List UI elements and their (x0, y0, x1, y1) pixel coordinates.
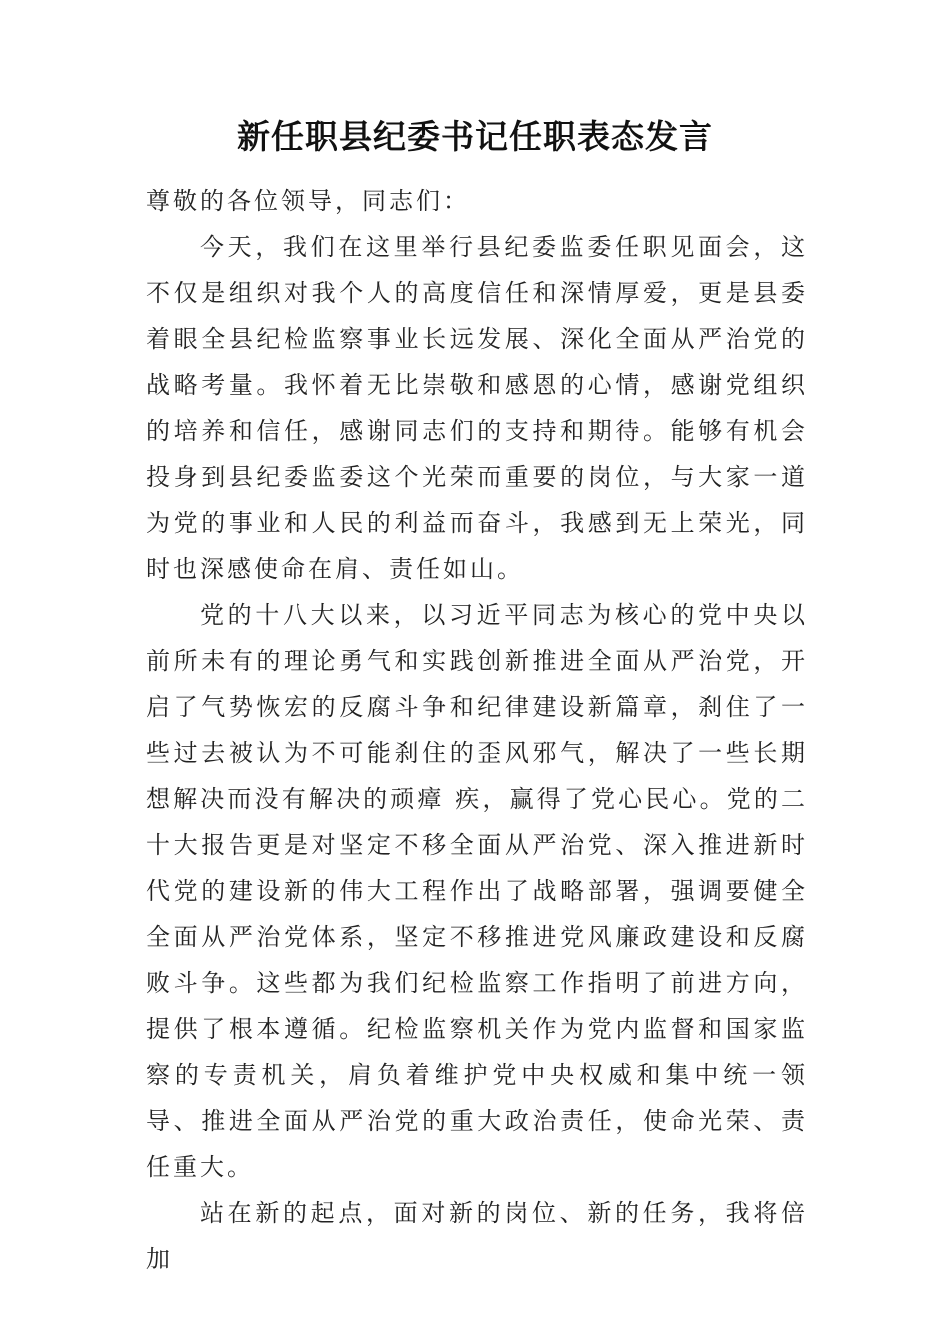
paragraph-2: 党的十八大以来，以习近平同志为核心的党中央以前所未有的理论勇气和实践创新推进全面从严治党，开启了气势恢宏的反腐斗争和纪律建设新篇章，刹住了一些过去被认为不可能刹住的歪风邪气，解决了一些长期想解决而没有解决的顽瘴 疾，赢得了党心民心。党的二十大报告更是对坚定不移全面从严治党、深入推进新时代党的建设新的伟大工程作出了战略部署，强调要健全全面从严治党体系，坚定不移推进党风廉政建设和反腐败斗争。这些都为我们纪检监察工作指明了前进方向，提供了根本遵循。纪检监察机关作为党内监督和国家监察的专责机关，肩负着维护党中央权威和集中统一领导、推进全面从严治党的重大政治责任，使命光荣、责任重大。 (146, 601, 808, 1181)
salutation: 尊敬的各位领导，同志们： (146, 187, 470, 215)
document-title: 新任职县纪委书记任职表态发言 (237, 117, 713, 156)
paragraph-3: 站在新的起点，面对新的岗位、新的任务，我将倍加 (146, 1199, 808, 1273)
document-body (146, 178, 808, 1282)
paragraph-1: 今天，我们在这里举行县纪委监委任职见面会，这不仅是组织对我个人的高度信任和深情厚爱，更是县委着眼全县纪检监察事业长远发展、深化全面从严治党的战略考量。我怀着无比崇敬和感恩的心情，感谢党组织的培养和信任，感谢同志们的支持和期待。能够有机会投身到县纪委监委这个光荣而重要的岗位，与大家一道为党的事业和人民的利益而奋斗，我感到无上荣光，同时也深感使命在肩、责任如山。 (146, 233, 808, 583)
